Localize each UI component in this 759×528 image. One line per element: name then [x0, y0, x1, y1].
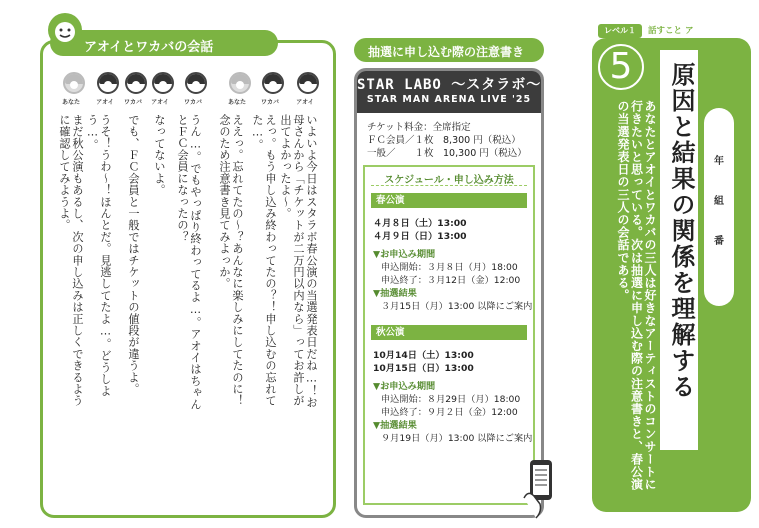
speaker-label: ワカバ	[183, 99, 202, 106]
spring-label: 春公演	[371, 193, 527, 208]
spring-date: ４月９日（日）13:00	[373, 231, 467, 242]
speaker-label: ワカバ	[123, 99, 142, 106]
event-logo: STAR LABO ～スタラボ～	[357, 77, 542, 93]
category-label: 話すこと ア	[648, 26, 694, 36]
ticket-banner	[357, 71, 541, 113]
avatar-wakaba	[125, 72, 147, 94]
speaker-label: アオイ	[96, 99, 114, 106]
dialogue-line-wakaba: えっ。もう申し込み終わってたの？！申し込むの忘れてた…。	[251, 114, 277, 407]
autumn-result: ９月19日（月）13:00 以降にご案内	[381, 433, 533, 444]
lesson-number: 5	[598, 44, 644, 90]
event-subtitle: STAR MAN ARENA LIVE '25	[366, 94, 532, 105]
speaker-label: あなた	[227, 99, 246, 106]
avatar-aoi	[97, 72, 119, 94]
dialogue-line-aoi: なってないよ。	[153, 114, 166, 196]
dialogue-line-you: まだ秋公演もあるし、次の申し込みは正しくできるように確認してみようよ。	[58, 114, 84, 407]
dialogue-line-aoi: うそ！うわ～！ほんとだ。見逃してたよ…。どうしよう…。	[86, 114, 112, 397]
price-fc: ＦＣ会員／１枚 8,300 円（税込）	[367, 135, 521, 146]
autumn-label: 秋公演	[371, 325, 527, 340]
autumn-date: 10月15日（日）13:00	[373, 363, 474, 374]
dialogue-line-aoi: いよいよ今日はスタラボ春公演の当選発表日だね…！お母さんから「チケットが二万円以内なら」ってお許しが出てよかったよ～。	[279, 114, 318, 409]
spring-date: ４月８日（土）13:00	[373, 218, 467, 229]
conversation-title: アオイとワカバの会話	[84, 40, 214, 55]
smartphone-icon	[520, 458, 562, 520]
schedule-title: スケジュール・申し込み方法	[384, 175, 514, 186]
spring-end: 申込終了：３月12日（金）12:00	[381, 275, 521, 286]
autumn-start: 申込開始：８月29日（月）18:00	[381, 394, 521, 405]
speaking-icon	[46, 8, 84, 48]
autumn-date: 10月14日（土）13:00	[373, 350, 474, 361]
speaker-label: ワカバ	[260, 99, 279, 106]
autumn-end: 申込終了：９月２日（金）12:00	[381, 407, 518, 418]
lesson-intro: あなたとアオイとワカバの三人は好きなアーティストのコンサートに行きたいと思っている。次は抽選に申し込む際の注意書きと、春公演の当選発表日の三人の会話である。	[616, 100, 657, 491]
price-general: 一般／ １枚 10,300 円（税込）	[367, 148, 527, 159]
number-label: 番	[714, 236, 724, 247]
avatar-aoi	[152, 72, 174, 94]
spring-result-label: ▼抽選結果	[373, 288, 417, 299]
avatar-you	[63, 72, 85, 94]
ticket-notice	[354, 68, 544, 518]
spring-result: ３月15日（月）13:00 以降にご案内	[381, 301, 533, 312]
price-label: チケット料金：全席指定	[367, 122, 471, 133]
avatar-wakaba	[262, 72, 284, 94]
notice-title: 抽選に申し込む際の注意書き	[368, 45, 525, 59]
class-label: 組	[714, 196, 724, 207]
schedule-box	[363, 165, 535, 505]
level-badge: レベル１	[598, 24, 642, 38]
avatar-you	[229, 72, 251, 94]
spring-period-label: ▼お申込み期間	[373, 249, 436, 260]
autumn-period-label: ▼お申込み期間	[373, 381, 436, 392]
speaker-label: アオイ	[151, 99, 169, 106]
dialogue-line-wakaba: うん…。でもやっぱり終わってるよ…。アオイはちゃんとＦＣ会員になったの？	[176, 114, 202, 411]
autumn-result-label: ▼抽選結果	[373, 420, 417, 431]
spring-start: 申込開始：３月８日（月）18:00	[381, 262, 518, 273]
dialogue-line-you: ええっ。忘れてたの～？あんなに楽しみにしてたのに！念のため注意書き見てみよっか。	[218, 114, 244, 407]
speaker-label: アオイ	[296, 99, 314, 106]
lesson-title: 原因と結果の関係を理解する	[664, 58, 694, 448]
avatar-aoi	[297, 72, 319, 94]
speaker-label: あなた	[61, 99, 80, 106]
name-box	[704, 108, 734, 306]
dialogue-line-wakaba: でも、ＦＣ会員と一般ではチケットの値段が違うよ。	[127, 114, 140, 395]
year-label: 年	[714, 156, 724, 167]
avatar-wakaba	[185, 72, 207, 94]
